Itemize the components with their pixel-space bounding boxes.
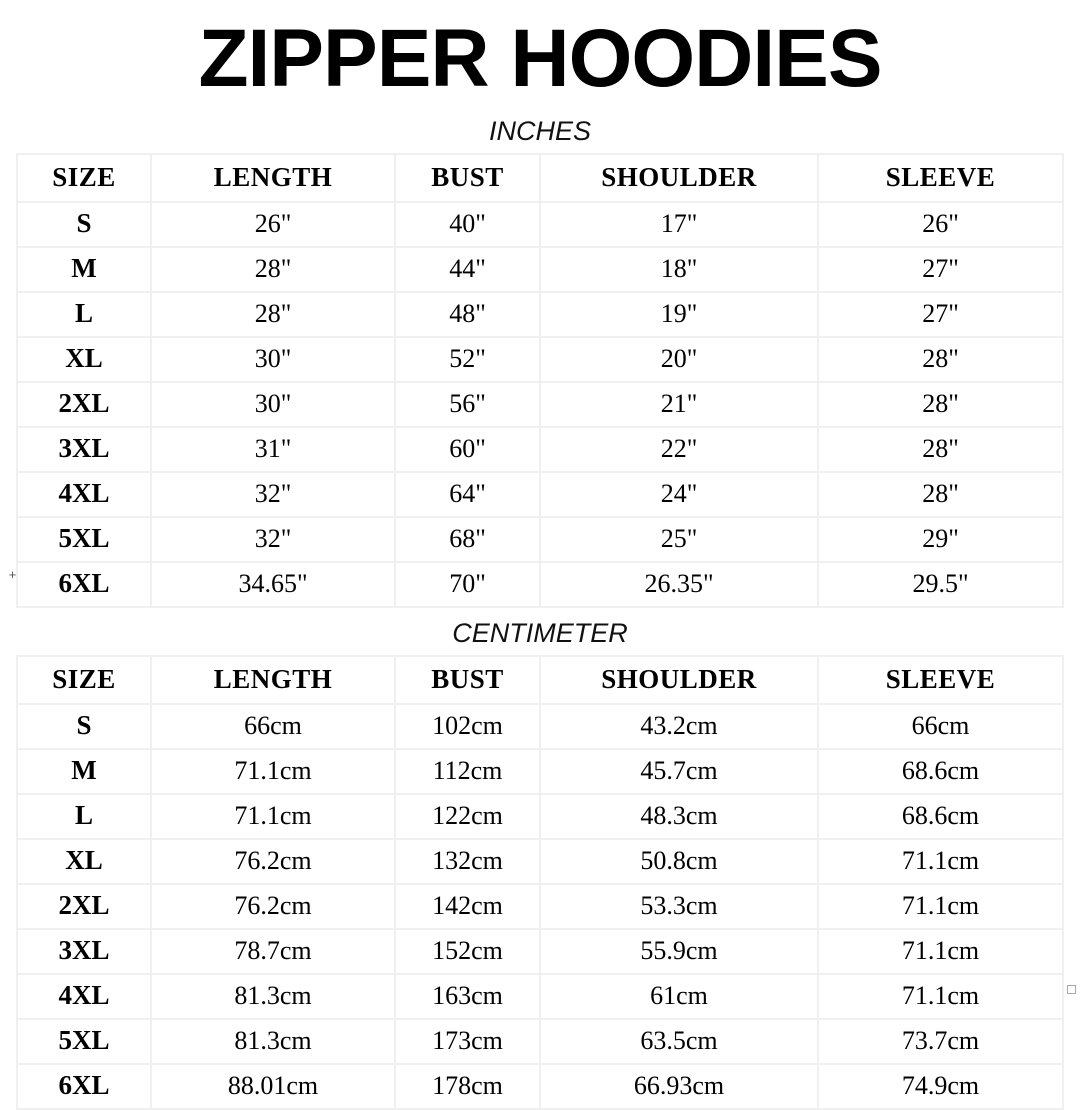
column-header-length: LENGTH — [151, 656, 395, 704]
table-row — [17, 929, 1063, 974]
cell-length: 76.2cm — [151, 839, 395, 884]
cell-bust: 163cm — [395, 974, 540, 1019]
cell-length: 34.65" — [151, 562, 395, 607]
cell-length: 30" — [151, 337, 395, 382]
size-table-inches — [16, 153, 1064, 608]
cell-sleeve: 71.1cm — [818, 839, 1063, 884]
cell-bust: 173cm — [395, 1019, 540, 1064]
cell-size: S — [17, 704, 151, 749]
cell-shoulder: 24" — [540, 472, 818, 517]
cell-bust: 102cm — [395, 704, 540, 749]
cell-size: 2XL — [17, 382, 151, 427]
cell-sleeve: 71.1cm — [818, 929, 1063, 974]
cell-sleeve: 27" — [818, 292, 1063, 337]
cell-shoulder: 63.5cm — [540, 1019, 818, 1064]
page-title: ZIPPER HOODIES — [198, 13, 882, 104]
cell-sleeve: 71.1cm — [818, 884, 1063, 929]
cell-length: 71.1cm — [151, 749, 395, 794]
cell-sleeve: 28" — [818, 382, 1063, 427]
cell-size: L — [17, 292, 151, 337]
cell-length: 28" — [151, 247, 395, 292]
cell-size: 3XL — [17, 427, 151, 472]
move-handle-icon[interactable]: + — [8, 567, 17, 582]
cell-size: M — [17, 749, 151, 794]
cell-size: XL — [17, 337, 151, 382]
cell-bust: 132cm — [395, 839, 540, 884]
cell-bust: 112cm — [395, 749, 540, 794]
cell-size: 4XL — [17, 472, 151, 517]
cell-shoulder: 19" — [540, 292, 818, 337]
cell-size: 3XL — [17, 929, 151, 974]
cell-length: 81.3cm — [151, 1019, 395, 1064]
cell-size: 6XL — [17, 562, 151, 607]
cell-shoulder: 43.2cm — [540, 704, 818, 749]
cell-size: XL — [17, 839, 151, 884]
cell-bust: 68" — [395, 517, 540, 562]
table-row — [17, 1064, 1063, 1109]
cell-sleeve: 74.9cm — [818, 1064, 1063, 1109]
table-row — [17, 472, 1063, 517]
cell-bust: 56" — [395, 382, 540, 427]
unit-label-inches: INCHES — [488, 116, 591, 146]
cell-length: 32" — [151, 472, 395, 517]
cell-size: 2XL — [17, 884, 151, 929]
column-header-size: SIZE — [17, 154, 151, 202]
size-table-centimeter — [16, 655, 1064, 1110]
table-row — [17, 337, 1063, 382]
column-header-shoulder: SHOULDER — [540, 154, 818, 202]
table-row — [17, 382, 1063, 427]
cell-shoulder: 66.93cm — [540, 1064, 818, 1109]
cell-sleeve: 28" — [818, 472, 1063, 517]
resize-handle-icon[interactable] — [1067, 985, 1076, 994]
cell-length: 30" — [151, 382, 395, 427]
cell-length: 71.1cm — [151, 794, 395, 839]
table-row — [17, 247, 1063, 292]
column-header-shoulder: SHOULDER — [540, 656, 818, 704]
cell-bust: 178cm — [395, 1064, 540, 1109]
cell-sleeve: 68.6cm — [818, 794, 1063, 839]
cell-shoulder: 53.3cm — [540, 884, 818, 929]
cell-sleeve: 29" — [818, 517, 1063, 562]
cell-size: 5XL — [17, 517, 151, 562]
cell-bust: 152cm — [395, 929, 540, 974]
table-row — [17, 794, 1063, 839]
cell-shoulder: 17" — [540, 202, 818, 247]
cell-sleeve: 73.7cm — [818, 1019, 1063, 1064]
column-header-sleeve: SLEEVE — [818, 154, 1063, 202]
cell-sleeve: 26" — [818, 202, 1063, 247]
table-row — [17, 292, 1063, 337]
table-row — [17, 202, 1063, 247]
cell-shoulder: 55.9cm — [540, 929, 818, 974]
cell-sleeve: 68.6cm — [818, 749, 1063, 794]
cell-length: 31" — [151, 427, 395, 472]
cell-length: 32" — [151, 517, 395, 562]
cell-shoulder: 45.7cm — [540, 749, 818, 794]
cell-length: 28" — [151, 292, 395, 337]
cell-shoulder: 21" — [540, 382, 818, 427]
cell-length: 76.2cm — [151, 884, 395, 929]
cell-size: S — [17, 202, 151, 247]
column-header-bust: BUST — [395, 154, 540, 202]
cell-sleeve: 28" — [818, 427, 1063, 472]
cell-length: 26" — [151, 202, 395, 247]
cell-length: 81.3cm — [151, 974, 395, 1019]
cell-sleeve: 66cm — [818, 704, 1063, 749]
unit-label-centimeter: CENTIMETER — [452, 618, 628, 648]
table-header-row — [17, 656, 1063, 704]
cell-size: L — [17, 794, 151, 839]
cell-bust: 70" — [395, 562, 540, 607]
cell-bust: 142cm — [395, 884, 540, 929]
table-row — [17, 749, 1063, 794]
cell-size: 4XL — [17, 974, 151, 1019]
cell-shoulder: 50.8cm — [540, 839, 818, 884]
cell-sleeve: 27" — [818, 247, 1063, 292]
cell-bust: 122cm — [395, 794, 540, 839]
table-header-row — [17, 154, 1063, 202]
cell-size: 5XL — [17, 1019, 151, 1064]
cell-size: M — [17, 247, 151, 292]
cell-shoulder: 61cm — [540, 974, 818, 1019]
cell-shoulder: 20" — [540, 337, 818, 382]
cell-bust: 48" — [395, 292, 540, 337]
column-header-length: LENGTH — [151, 154, 395, 202]
table-row — [17, 704, 1063, 749]
cell-length: 88.01cm — [151, 1064, 395, 1109]
table-row — [17, 1019, 1063, 1064]
cell-sleeve: 29.5" — [818, 562, 1063, 607]
cell-size: 6XL — [17, 1064, 151, 1109]
table-row — [17, 427, 1063, 472]
cell-bust: 44" — [395, 247, 540, 292]
table-row — [17, 562, 1063, 607]
column-header-size: SIZE — [17, 656, 151, 704]
cell-bust: 64" — [395, 472, 540, 517]
column-header-bust: BUST — [395, 656, 540, 704]
cell-shoulder: 18" — [540, 247, 818, 292]
column-header-sleeve: SLEEVE — [818, 656, 1063, 704]
cell-bust: 52" — [395, 337, 540, 382]
cell-length: 78.7cm — [151, 929, 395, 974]
cell-bust: 60" — [395, 427, 540, 472]
table-row — [17, 839, 1063, 884]
table-row — [17, 884, 1063, 929]
cell-bust: 40" — [395, 202, 540, 247]
cell-shoulder: 25" — [540, 517, 818, 562]
cell-sleeve: 28" — [818, 337, 1063, 382]
table-row — [17, 517, 1063, 562]
cell-shoulder: 22" — [540, 427, 818, 472]
cell-shoulder: 48.3cm — [540, 794, 818, 839]
cell-length: 66cm — [151, 704, 395, 749]
table-row — [17, 974, 1063, 1019]
cell-shoulder: 26.35" — [540, 562, 818, 607]
cell-sleeve: 71.1cm — [818, 974, 1063, 1019]
